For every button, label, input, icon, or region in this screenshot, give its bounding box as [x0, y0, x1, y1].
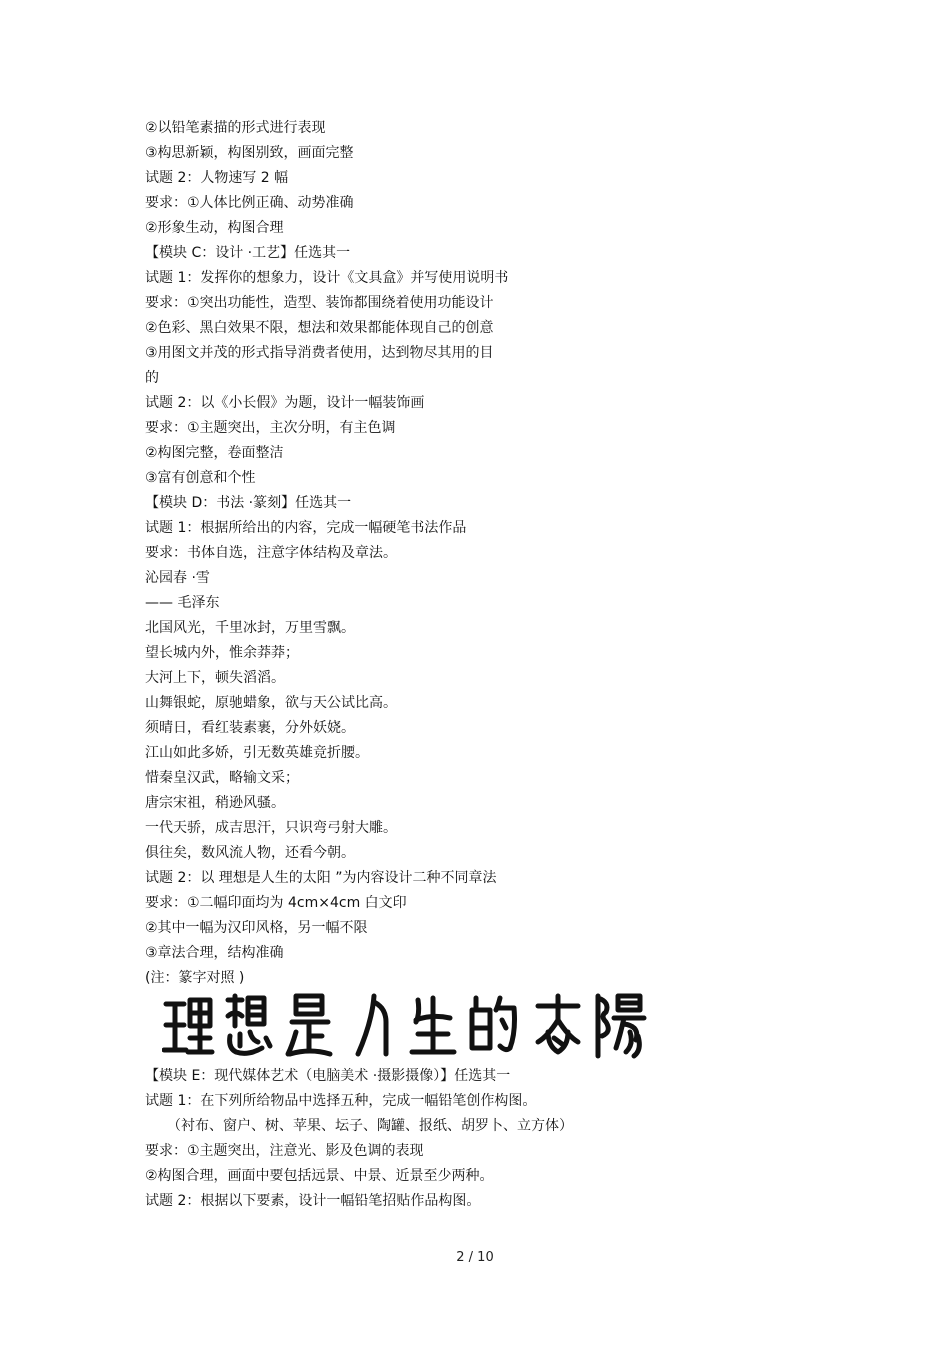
seal-char-xiang	[228, 996, 270, 1053]
seal-char-shi	[288, 996, 330, 1054]
seal-char-li	[164, 1000, 212, 1052]
text-line: ③用图文并茂的形式指导消费者使用，达到物尽其用的目	[145, 345, 494, 361]
text-line: ③富有创意和个性	[145, 470, 256, 486]
module-heading-d: 【模块 D：书法 ·篆刻】任选其一	[145, 495, 352, 511]
text-line: 试题 1：发挥你的想象力，设计《文具盒》并写使用说明书	[145, 270, 509, 286]
item-list-line: （衬布、窗户、树、苹果、坛子、陶罐、报纸、胡罗卜、立方体）	[167, 1118, 573, 1134]
text-line: 试题 2：根据以下要素，设计一幅铅笔招贴作品构图。	[145, 1193, 481, 1209]
poem-author: —— 毛泽东	[145, 595, 220, 611]
text-block-top	[145, 116, 785, 991]
poem-line: 惜秦皇汉武，略输文采；	[145, 770, 299, 786]
poem-line: 大河上下，顿失滔滔。	[145, 670, 285, 686]
seal-script-image	[162, 992, 652, 1060]
seal-char-tai	[538, 996, 578, 1052]
poem-line: 山舞银蛇，原驰蜡象，欲与天公试比高。	[145, 695, 397, 711]
text-line: 试题 2：以 理想是人生的太阳 ”为内容设计二种不同章法	[145, 870, 497, 886]
seal-note: (注：篆字对照 )	[145, 970, 245, 986]
text-line: 要求：①突出功能性，造型、装饰都围绕着使用功能设计	[145, 295, 494, 311]
text-line: 要求：①主题突出，主次分明，有主色调	[145, 420, 396, 436]
poem-title: 沁园春 ·雪	[145, 570, 210, 586]
text-line: ②形象生动，构图合理	[145, 220, 284, 236]
text-line: 要求：①人体比例正确、动势准确	[145, 195, 354, 211]
text-line: ②以铅笔素描的形式进行表现	[145, 120, 326, 136]
poem-line: 须晴日，看红装素裹，分外妖娆。	[145, 720, 355, 736]
module-heading-c: 【模块 C：设计 ·工艺】任选其一	[145, 245, 351, 261]
text-line: ②构图完整，卷面整洁	[145, 445, 284, 461]
text-block-bottom	[145, 1064, 785, 1214]
seal-char-ren	[358, 996, 386, 1054]
seal-char-de	[472, 998, 515, 1050]
poem-line: 唐宗宋祖，稍逊风骚。	[145, 795, 285, 811]
page-number: 2 / 10	[456, 1250, 494, 1265]
text-line: ②其中一幅为汉印风格，另一幅不限	[145, 920, 368, 936]
poem-line: 一代天骄，成吉思汗，只识弯弓射大雕。	[145, 820, 397, 836]
poem-line: 俱往矣，数风流人物，还看今朝。	[145, 845, 355, 861]
text-line: ②构图合理，画面中要包括远景、中景、近景至少两种。	[145, 1168, 494, 1184]
text-line: 试题 1：根据所给出的内容，完成一幅硬笔书法作品	[145, 520, 467, 536]
text-line: ③章法合理，结构准确	[145, 945, 284, 961]
text-line: 的	[145, 370, 159, 386]
text-line: 要求：书体自选，注意字体结构及章法。	[145, 545, 397, 561]
text-line: ③构思新颖，构图别致，画面完整	[145, 145, 354, 161]
seal-char-sheng	[412, 998, 454, 1052]
text-line: 试题 1：在下列所给物品中选择五种，完成一幅铅笔创作构图。	[145, 1093, 537, 1109]
poem-line: 望长城内外，惟余莽莽；	[145, 645, 299, 661]
text-line: ②色彩、黑白效果不限，想法和效果都能体现自己的创意	[145, 320, 494, 336]
poem-line: 北国风光，千里冰封，万里雪飘。	[145, 620, 355, 636]
text-line: 试题 2：以《小长假》为题，设计一幅装饰画	[145, 395, 425, 411]
seal-char-yang	[598, 996, 644, 1056]
text-line: 试题 2：人物速写 2 幅	[145, 170, 289, 186]
poem-line: 江山如此多娇，引无数英雄竞折腰。	[145, 745, 369, 761]
module-heading-e: 【模块 E：现代媒体艺术（电脑美术 ·摄影摄像）】任选其一	[145, 1068, 511, 1084]
text-line: 要求：①二幅印面均为 4cm×4cm 白文印	[145, 895, 407, 911]
text-line: 要求：①主题突出，注意光、影及色调的表现	[145, 1143, 424, 1159]
